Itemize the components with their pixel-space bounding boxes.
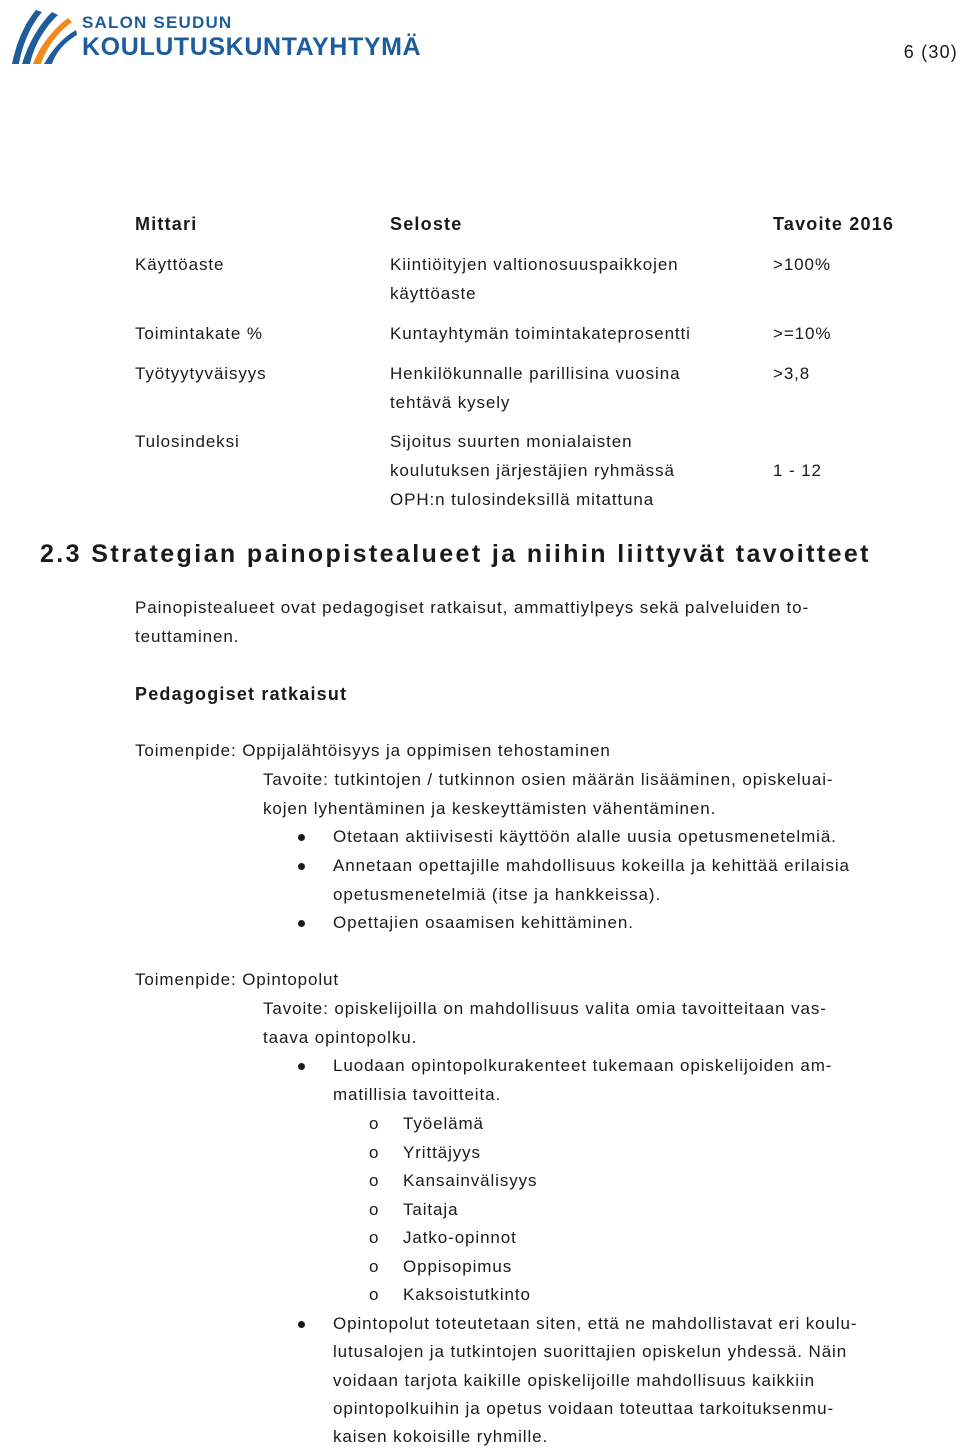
table-cell-seloste: Henkilökunnalle parillisina vuosina [390, 364, 681, 383]
measure-title: Toimenpide: Oppijalähtöisyys ja oppimisen tehostaminen [135, 741, 611, 760]
table-cell-seloste: Sijoitus suurten monialaisten [390, 432, 633, 451]
table-cell-seloste: käyttöaste [390, 284, 477, 303]
bullet-icon [298, 863, 305, 870]
table-cell-seloste: Kiintiöityjen valtionosuuspaikkojen [390, 255, 679, 274]
list-item: lutusalojen ja tutkintojen suorittajien opiskelun yhdessä. Näin [333, 1342, 848, 1361]
section-intro-line: Painopistealueet ovat pedagogiset ratkaisut, ammattiylpeys sekä palveluiden to- [135, 598, 810, 617]
table-cell-tavoite: >3,8 [773, 364, 811, 383]
bullet-icon [298, 834, 305, 841]
list-item: opetusmenetelmiä (itse ja hankkeissa). [333, 885, 662, 904]
table-cell-tavoite: 1 - 12 [773, 461, 822, 480]
sub-list-item: Yrittäjyys [403, 1143, 481, 1162]
table-cell-seloste: OPH:n tulosindeksillä mitattuna [390, 490, 655, 509]
table-cell-tavoite: >=10% [773, 324, 832, 343]
list-item: Otetaan aktiivisesti käyttöön alalle uusia opetusmenetelmiä. [333, 827, 837, 846]
table-cell-seloste: koulutuksen järjestäjien ryhmässä [390, 461, 675, 480]
measure-goal-line: Tavoite: tutkintojen / tutkinnon osien määrän lisääminen, opiskeluai- [263, 770, 834, 789]
table-cell-mittari: Toimintakate % [135, 324, 263, 343]
list-item: Annetaan opettajille mahdollisuus kokeilla ja kehittää erilaisia [333, 856, 850, 875]
bullet-icon [298, 1321, 305, 1328]
table-header-tavoite: Tavoite 2016 [773, 214, 895, 234]
subheading: Pedagogiset ratkaisut [135, 684, 348, 704]
section-intro-line: teuttaminen. [135, 627, 240, 646]
sub-bullet-icon: o [369, 1200, 380, 1219]
sub-list-item: Kansainvälisyys [403, 1171, 538, 1190]
sub-list-item: Kaksoistutkinto [403, 1285, 531, 1304]
measure-goal-line: kojen lyhentäminen ja keskeyttämisten vähentäminen. [263, 799, 717, 818]
page-number-text: 6 (30) [903, 42, 958, 62]
logo-text-line1: SALON SEUDUN [82, 13, 233, 32]
page-number [0, 42, 960, 63]
bullet-icon [298, 1063, 305, 1070]
sub-list-item: Työelämä [403, 1114, 484, 1133]
table-cell-seloste: Kuntayhtymän toimintakateprosentti [390, 324, 691, 343]
table-cell-mittari: Työtyytyväisyys [135, 364, 267, 383]
list-item: matillisia tavoitteita. [333, 1085, 502, 1104]
logo-text-line2: KOULUTUSKUNTAYHTYMÄ [82, 33, 422, 61]
sub-bullet-icon: o [369, 1228, 380, 1247]
table-cell-mittari: Käyttöaste [135, 255, 225, 274]
table-cell-mittari: Tulosindeksi [135, 432, 240, 451]
list-item: kaisen kokoisille ryhmille. [333, 1427, 549, 1446]
measure-goal-line: Tavoite: opiskelijoilla on mahdollisuus valita omia tavoitteitaan vas- [263, 999, 827, 1018]
sub-bullet-icon: o [369, 1171, 380, 1190]
list-item: Luodaan opintopolkurakenteet tukemaan opiskelijoiden am- [333, 1056, 833, 1075]
measure-goal-line: taava opintopolku. [263, 1028, 418, 1047]
table-cell-seloste: tehtävä kysely [390, 393, 511, 412]
list-item: Opettajien osaamisen kehittäminen. [333, 913, 634, 932]
list-item: Opintopolut toteutetaan siten, että ne mahdollistavat eri koulu- [333, 1314, 858, 1333]
sub-bullet-icon: o [369, 1285, 380, 1304]
section-heading: 2.3 Strategian painopistealueet ja niihin liittyvät tavoitteet [40, 540, 871, 568]
table-header-seloste: Seloste [390, 214, 463, 234]
sub-list-item: Taitaja [403, 1200, 459, 1219]
list-item: opintopolkuihin ja opetus voidaan toteuttaa tarkoituksenmu- [333, 1399, 835, 1418]
table-cell-tavoite: >100% [773, 255, 831, 274]
sub-bullet-icon: o [369, 1257, 380, 1276]
sub-bullet-icon: o [369, 1114, 380, 1133]
sub-list-item: Jatko-opinnot [403, 1228, 517, 1247]
bullet-icon [298, 920, 305, 927]
measure-title: Toimenpide: Opintopolut [135, 970, 340, 989]
list-item: voidaan tarjota kaikille opiskelijoille mahdollisuus kaikkiin [333, 1371, 815, 1390]
sub-bullet-icon: o [369, 1143, 380, 1162]
table-header-mittari: Mittari [135, 214, 198, 234]
sub-list-item: Oppisopimus [403, 1257, 513, 1276]
